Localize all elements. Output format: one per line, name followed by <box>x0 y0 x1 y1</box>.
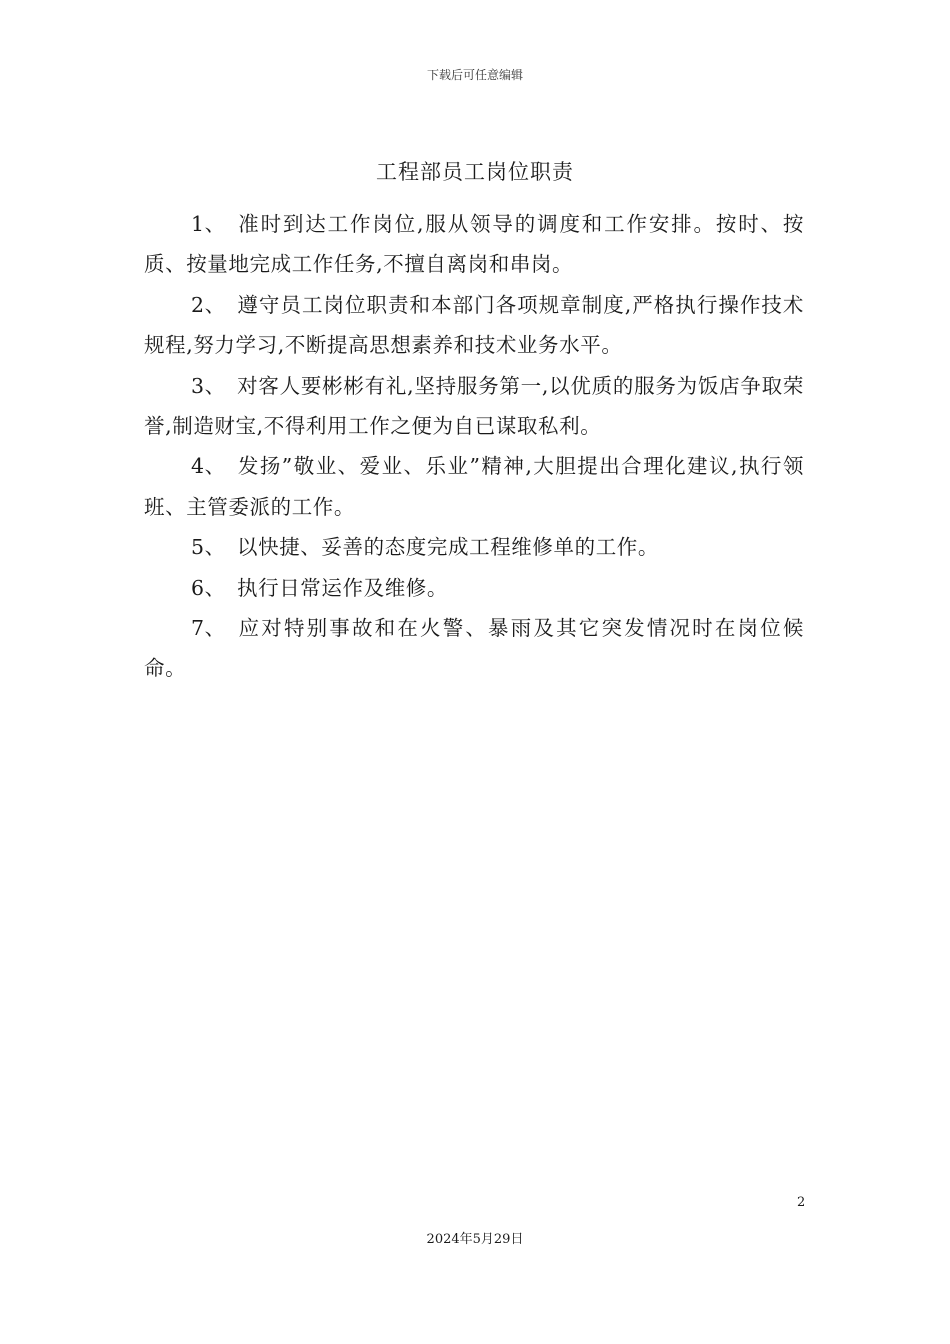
duty-item-2 <box>144 285 804 366</box>
item-text: 遵守员工岗位职责和本部门各项规章制度,严格执行操作技术规程,努力学习,不断提高思想素养和技术业务水平。 <box>144 292 804 358</box>
item-number: 1、 <box>191 212 226 236</box>
item-number: 4、 <box>191 454 226 479</box>
item-number: 2、 <box>191 292 226 317</box>
footer-date: 2024年5月29日 <box>426 1232 524 1247</box>
document-body <box>144 204 804 689</box>
item-text: 对客人要彬彬有礼,坚持服务第一,以优质的服务为饭店争取荣誉,制造财宝,不得利用工作之便为自已谋取私利。 <box>144 373 804 439</box>
item-text: 发扬”敬业、爱业、乐业”精神,大胆提出合理化建议,执行领班、主管委派的工作。 <box>144 454 804 519</box>
item-number: 6、 <box>191 575 226 600</box>
duty-item-3 <box>144 366 804 447</box>
item-number: 7、 <box>191 616 226 641</box>
page-number: 2 <box>797 1195 806 1210</box>
header-note: 下载后可任意编辑 <box>426 68 523 82</box>
item-number: 3、 <box>191 373 226 398</box>
document-title: 工程部员工岗位职责 <box>376 160 574 184</box>
item-text: 准时到达工作岗位,服从领导的调度和工作安排。按时、按质、按量地完成工作任务,不擅自离岗和串岗。 <box>144 212 804 277</box>
duty-item-1 <box>144 204 804 285</box>
item-text: 应对特别事故和在火警、暴雨及其它突发情况时在岗位候命。 <box>144 616 804 681</box>
duty-item-7 <box>144 608 804 689</box>
item-number: 5、 <box>191 535 226 560</box>
duty-item-5 <box>144 527 804 567</box>
duty-item-4 <box>144 446 804 527</box>
item-text: 以快捷、妥善的态度完成工程维修单的工作。 <box>237 535 659 560</box>
item-text: 执行日常运作及维修。 <box>237 575 448 600</box>
duty-item-6 <box>144 568 804 608</box>
